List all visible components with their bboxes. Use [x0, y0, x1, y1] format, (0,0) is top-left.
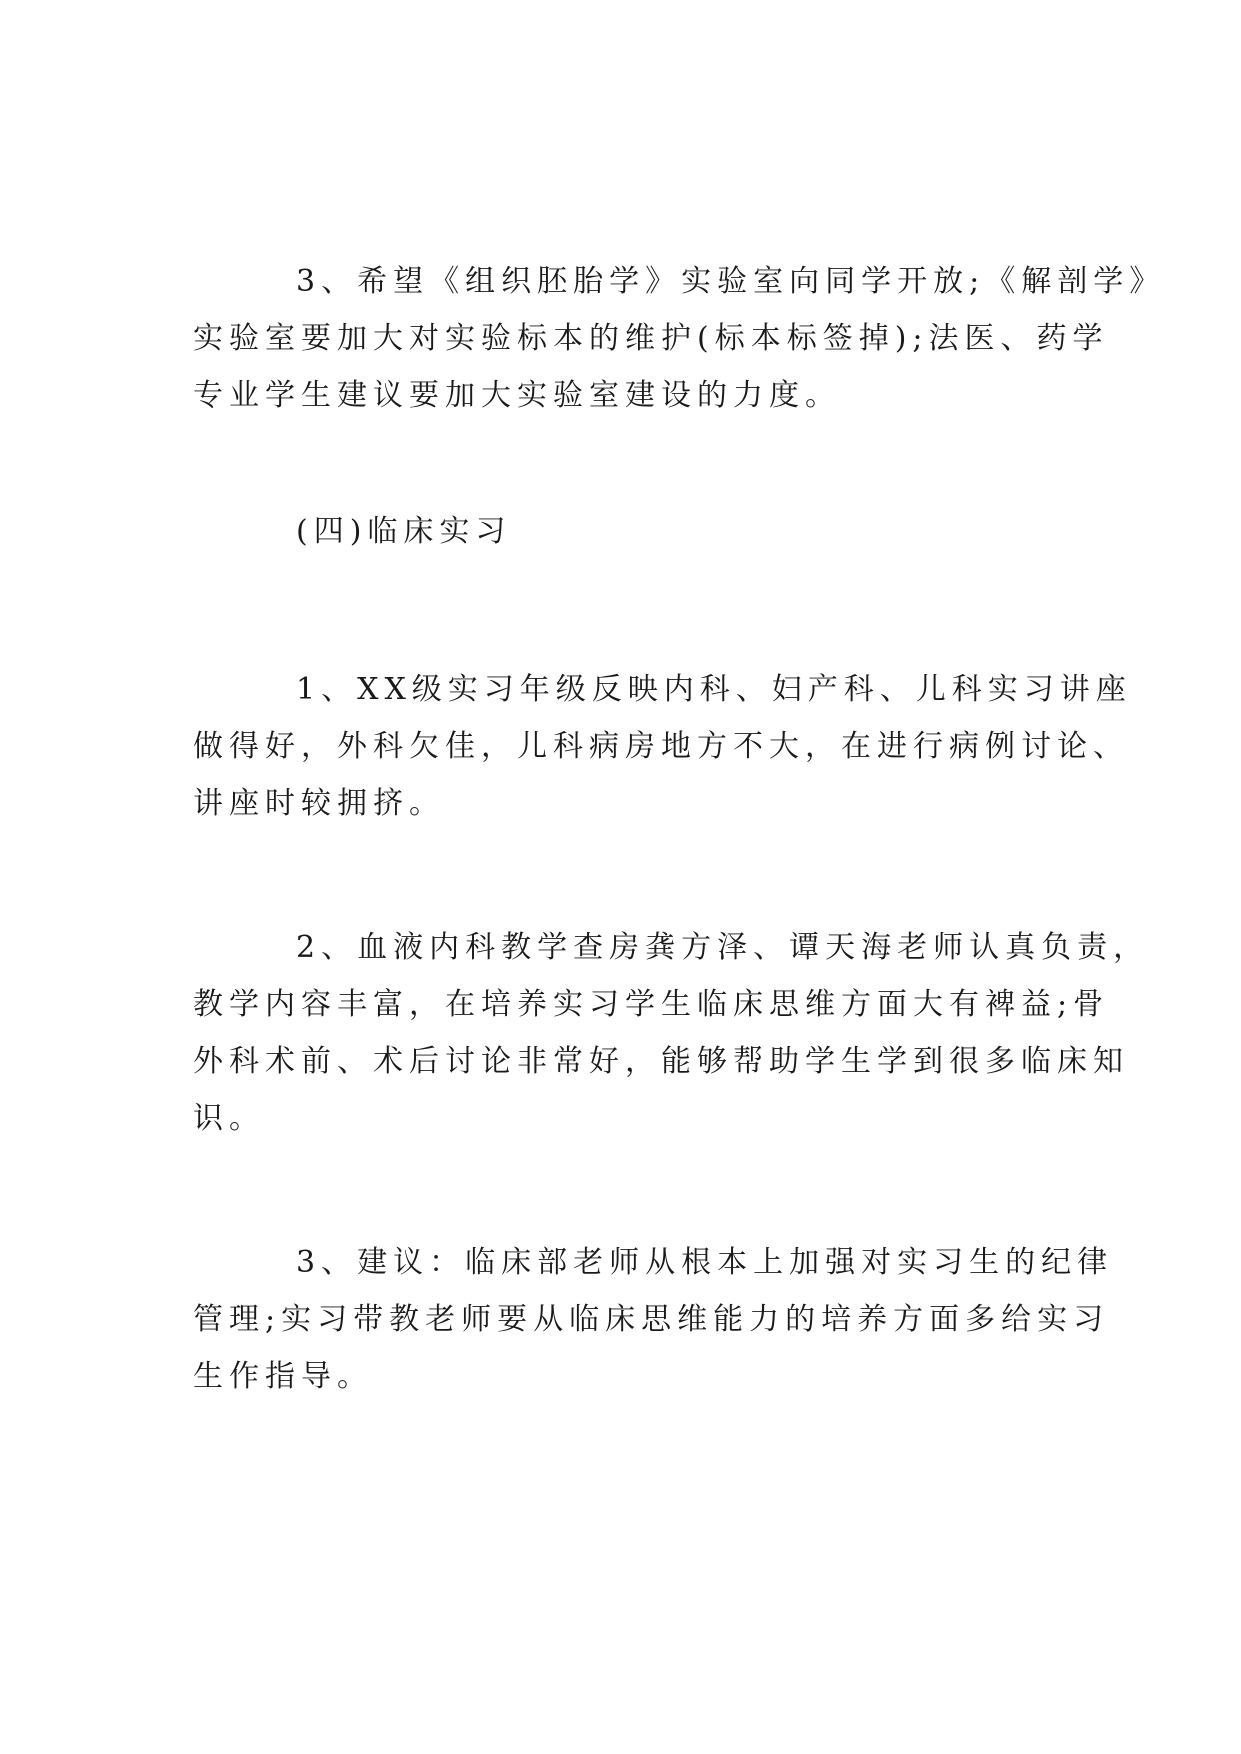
paragraph-lab-suggestions — [193, 253, 1166, 424]
paragraph-line: 1、XX级实习年级反映内科、妇产科、儿科实习讲座 — [296, 672, 1132, 707]
paragraph-teaching-rounds — [193, 919, 1150, 1147]
paragraph-internship-feedback — [193, 661, 1132, 832]
paragraph-line: 专业学生建议要加大实验室建设的力度。 — [193, 378, 841, 413]
paragraph-line: 2、血液内科教学查房龚方泽、谭天海老师认真负责， — [296, 930, 1150, 965]
paragraph-line: 识。 — [193, 1101, 265, 1136]
paragraph-line: 实验室要加大对实验标本的维护(标本标签掉);法医、药学 — [193, 321, 1109, 356]
paragraph-line: 教学内容丰富，在培养实习学生临床思维方面大有裨益;骨 — [193, 987, 1110, 1022]
paragraph-line: 做得好，外科欠佳，儿科病房地方不大，在进行病例讨论、 — [193, 729, 1129, 764]
section-heading: (四)临床实习 — [296, 514, 512, 549]
paragraph-line: 讲座时较拥挤。 — [193, 786, 445, 821]
paragraph-line: 外科术前、术后讨论非常好，能够帮助学生学到很多临床知 — [193, 1044, 1129, 1079]
paragraph-line: 管理;实习带教老师要从临床思维能力的培养方面多给实习 — [193, 1302, 1110, 1337]
paragraph-line: 生作指导。 — [193, 1359, 373, 1394]
paragraph-line: 3、建议：临床部老师从根本上加强对实习生的纪律 — [296, 1245, 1114, 1280]
section-heading-clinical-internship — [193, 503, 1093, 560]
paragraph-line: 3、希望《组织胚胎学》实验室向同学开放;《解剖学》 — [296, 264, 1166, 299]
paragraph-recommendations — [193, 1234, 1114, 1405]
